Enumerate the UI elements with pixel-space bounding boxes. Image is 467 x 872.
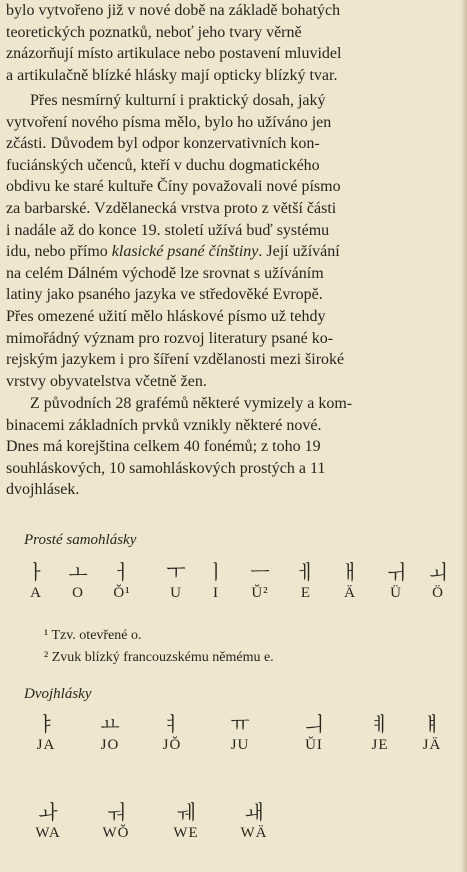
hangul-glyph: ㅛ bbox=[100, 712, 120, 736]
diphthong-cell bbox=[286, 712, 342, 754]
text-line: rejským jazykem i pro šíření vzdělanosti mezi široké bbox=[6, 351, 345, 369]
text-run: idu, nebo přímo bbox=[6, 243, 112, 261]
hangul-glyph: ㅡ bbox=[250, 560, 270, 584]
latin-transcription: ŬI bbox=[305, 737, 323, 753]
latin-transcription: O bbox=[72, 585, 84, 601]
latin-transcription: JŎ bbox=[162, 737, 182, 753]
latin-transcription: WA bbox=[35, 825, 61, 841]
hangul-glyph: ㅞ bbox=[176, 800, 196, 824]
latin-transcription: Ä bbox=[344, 585, 356, 601]
text-line: Z původních 28 grafémů některé vymizely a kom- bbox=[30, 395, 353, 412]
diphthong-cell bbox=[82, 712, 138, 754]
hangul-glyph: ㅒ bbox=[422, 712, 442, 736]
hangul-glyph: ㅙ bbox=[244, 800, 264, 824]
text-line: a artikulačně blízké hlásky mají opticky blízký tvar. bbox=[6, 66, 338, 84]
text-run: . Její užívání bbox=[258, 243, 340, 261]
hangul-glyph: ㅣ bbox=[206, 560, 226, 584]
hangul-glyph: ㅢ bbox=[304, 712, 324, 736]
latin-transcription: I bbox=[213, 585, 219, 601]
diphthong-cell bbox=[352, 712, 408, 754]
latin-transcription: A bbox=[30, 585, 42, 601]
text-line: vrstvy obyvatelstva včetně žen. bbox=[6, 372, 207, 390]
italic-term: klasické psané čínštiny bbox=[111, 243, 259, 261]
text-line: dvojhlásek. bbox=[6, 481, 80, 499]
latin-transcription: Ŭ² bbox=[251, 585, 269, 601]
text-line: za barbarské. Vzdělanecká vrstva proto z větší části bbox=[6, 199, 337, 217]
footnote-1: ¹ Tzv. otevřené o. bbox=[44, 628, 142, 643]
hangul-glyph: ㅓ bbox=[112, 560, 132, 584]
text-line: Přes nesmírný kulturní i praktický dosah, jaký bbox=[30, 92, 326, 109]
diphthong-cell bbox=[88, 800, 144, 842]
text-line: Dnes má korejština celkem 40 fonémů; z toho 19 bbox=[6, 438, 321, 456]
latin-transcription: Ö bbox=[432, 585, 444, 601]
text-line: i nadále až do konce 19. století užívá buď systému bbox=[6, 221, 330, 239]
diphthong-cell bbox=[144, 712, 200, 754]
hangul-glyph: ㅠ bbox=[230, 712, 250, 736]
latin-transcription: E bbox=[300, 585, 312, 601]
paragraph-1 bbox=[6, 0, 458, 86]
diphthong-cell bbox=[212, 712, 268, 754]
paragraph-2 bbox=[6, 90, 458, 392]
text-line: souhláskových, 10 samohláskových prostých a 11 bbox=[6, 459, 326, 477]
diphthongs-heading: Dvojhlásky bbox=[24, 686, 92, 702]
text-line: vytvoření nového písma mělo, bylo ho užíváno jen bbox=[6, 113, 332, 131]
hangul-glyph: ㅜ bbox=[166, 560, 186, 584]
latin-transcription: JA bbox=[36, 737, 56, 753]
hangul-glyph: ㅏ bbox=[26, 560, 46, 584]
paragraph-3 bbox=[6, 393, 458, 501]
latin-transcription: WŎ bbox=[102, 825, 130, 841]
hangul-glyph: ㅟ bbox=[386, 560, 406, 584]
text-line: mimořádný význam pro rozvoj literatury psané ko- bbox=[6, 329, 334, 347]
latin-transcription: WÄ bbox=[240, 825, 268, 841]
page-edge-shadow bbox=[461, 0, 467, 872]
latin-transcription: JE bbox=[371, 737, 389, 753]
latin-transcription: Ŏ¹ bbox=[113, 585, 131, 601]
text-line-mixed bbox=[6, 241, 458, 263]
hangul-glyph: ㅝ bbox=[106, 800, 126, 824]
diphthong-cell bbox=[18, 712, 74, 754]
hangul-glyph: ㅘ bbox=[38, 800, 58, 824]
text-line: Přes omezené užití mělo hláskové písmo už tehdy bbox=[6, 307, 326, 325]
diphthong-cell bbox=[20, 800, 76, 842]
diphthong-cell bbox=[158, 800, 214, 842]
simple-vowels-heading: Prosté samohlásky bbox=[24, 532, 137, 548]
text-line: teoretických poznatků, neboť jeho tvary věrně bbox=[6, 23, 302, 41]
text-line: bylo vytvořeno již v nové době na základě bohatých bbox=[6, 2, 341, 19]
text-line: fuciánských učenců, kteří v duchu dogmatického bbox=[6, 156, 320, 174]
hangul-glyph: ㅔ bbox=[296, 560, 316, 584]
diphthong-cell bbox=[226, 800, 282, 842]
hangul-glyph: ㅚ bbox=[428, 560, 448, 584]
text-line: znázorňují místo artikulace nebo postavení mluvidel bbox=[6, 45, 342, 63]
latin-transcription: JO bbox=[100, 737, 120, 753]
latin-transcription: WE bbox=[173, 825, 199, 841]
text-line: zčásti. Důvodem byl odpor konzervativních kon- bbox=[6, 135, 320, 153]
text-line: obdivu ke staré kultuře Číny považovali nové písmo bbox=[6, 178, 341, 196]
hangul-glyph: ㅐ bbox=[340, 560, 360, 584]
text-line: binacemi základních prvků vznikly některé nové. bbox=[6, 416, 322, 434]
vowel-cell bbox=[94, 560, 150, 602]
latin-transcription: U bbox=[170, 585, 182, 601]
hangul-glyph: ㅖ bbox=[370, 712, 390, 736]
diphthong-cell bbox=[404, 712, 460, 754]
latin-transcription: JU bbox=[230, 737, 250, 753]
text-line: latiny jako psaného jazyka ve středověké Evropě. bbox=[6, 286, 323, 304]
latin-transcription: JÄ bbox=[422, 737, 442, 753]
footnote-2: ² Zvuk blízký francouzskému němému e. bbox=[44, 650, 274, 665]
text-line: na celém Dálném východě lze srovnat s užíváním bbox=[6, 264, 324, 282]
hangul-glyph: ㅑ bbox=[36, 712, 56, 736]
vowel-cell bbox=[410, 560, 466, 602]
hangul-glyph: ㅕ bbox=[162, 712, 182, 736]
hangul-glyph: ㅗ bbox=[68, 560, 88, 584]
latin-transcription: Ü bbox=[390, 585, 402, 601]
